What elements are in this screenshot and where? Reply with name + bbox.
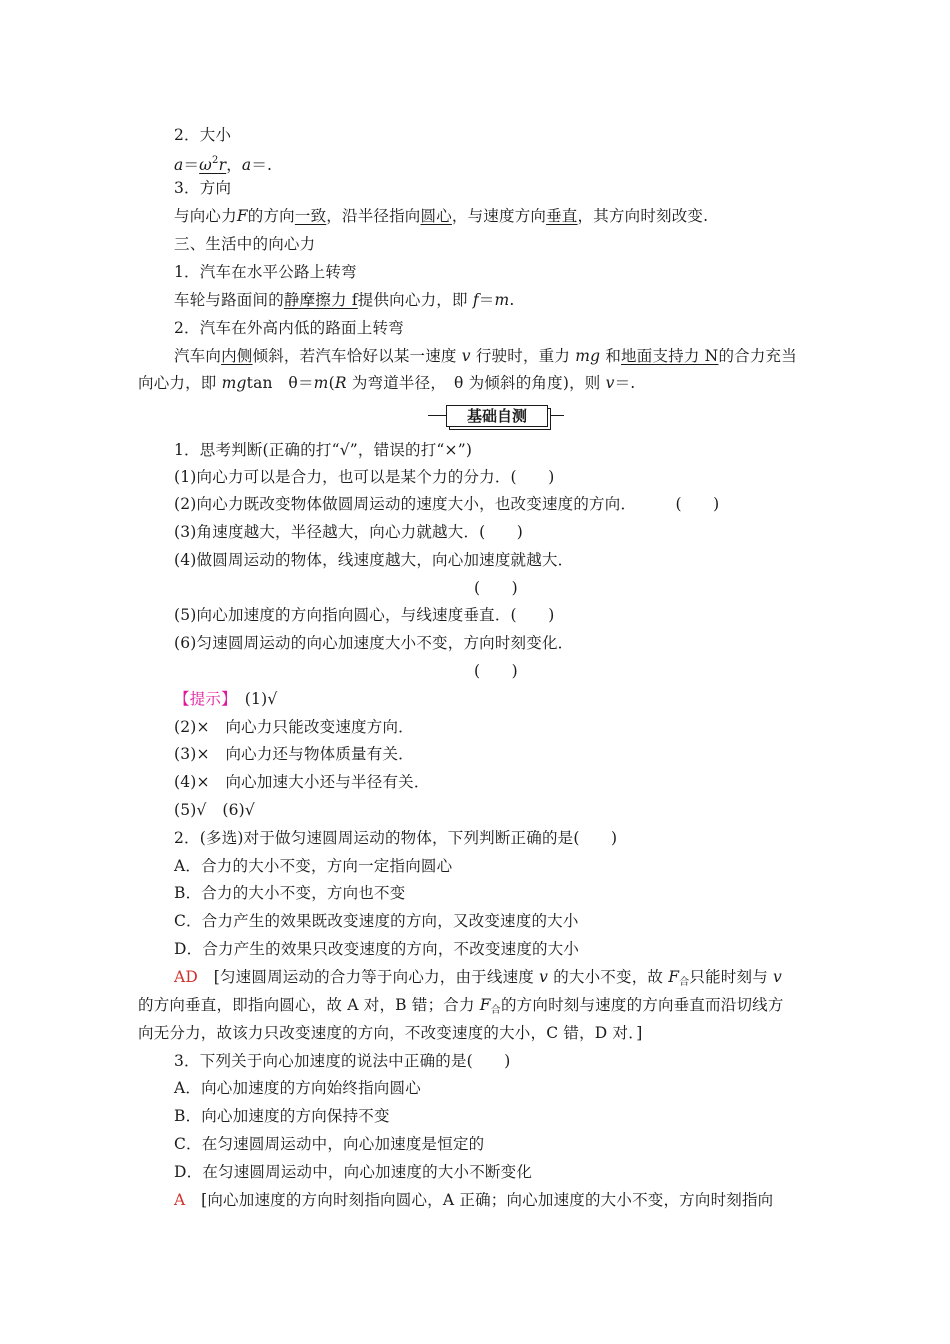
hint-line-5: (5)√ (6)√ — [174, 801, 255, 819]
hint-line-2: (2)× 向心力只能改变速度方向． — [174, 718, 414, 736]
banner-rule-left — [428, 415, 446, 416]
banner-title: 基础自测 — [446, 405, 548, 427]
question-1-item-4-bracket: ( ) — [474, 579, 518, 597]
question-2-option-b: B．合力的大小不变，方向也不变 — [174, 884, 406, 902]
question-1-item-5: (5)向心加速度的方向指向圆心，与线速度垂直．( ) — [174, 606, 555, 624]
subheading-flat-road: 1．汽车在水平公路上转弯 — [174, 263, 357, 281]
question-3-option-d: D．在匀速圆周运动中，向心加速度的大小不断变化 — [174, 1163, 533, 1181]
section-title-life: 三、生活中的向心力 — [174, 235, 316, 253]
heading-direction: 3．方向 — [174, 179, 232, 197]
answer-2-line-2: 的方向垂直，即指向圆心，故 A 对，B 错；合力 $F_合$的方向时刻与速度的方向垂直而沿切线方 — [138, 996, 784, 1016]
question-3-option-b: B．向心加速度的方向保持不变 — [174, 1107, 390, 1125]
question-1-item-1: (1)向心力可以是合力，也可以是某个力的分力．( ) — [174, 468, 555, 486]
banked-road-text-line2: 向心力，即 mgtan θ＝m(R 为弯道半径， θ 为倾斜的角度)，则 v＝. — [138, 374, 636, 392]
answer-2-line-3: 向无分力，故该力只改变速度的方向，不改变速度的大小，C 错，D 对．] — [138, 1024, 643, 1042]
question-2-option-a: A．合力的大小不变，方向一定指向圆心 — [174, 857, 453, 875]
question-3-option-c: C．在匀速圆周运动中，向心加速度是恒定的 — [174, 1135, 485, 1153]
answer-2-line-1: AD [匀速圆周运动的合力等于向心力，由于线速度 v 的大小不变，故 $F_合$只能时刻与 v — [174, 968, 783, 988]
question-1-item-2: (2)向心力既改变物体做圆周运动的速度大小，也改变速度的方向． ( ) — [174, 495, 720, 513]
hint-label: 【提示】 — [174, 690, 230, 708]
question-1-item-3: (3)角速度越大，半径越大，向心力就越大．( ) — [174, 523, 524, 541]
question-2-option-d: D．合力产生的效果只改变速度的方向，不改变速度的大小 — [174, 940, 580, 958]
banked-road-text-line1: 汽车向内侧倾斜，若汽车恰好以某一速度 v 行驶时，重力 mg 和地面支持力 N的合力充当 — [174, 347, 797, 365]
question-2-option-c: C．合力产生的效果既改变速度的方向，又改变速度的大小 — [174, 912, 579, 930]
direction-text: 与向心力F的方向一致，沿半径指向圆心，与速度方向垂直，其方向时刻改变. — [174, 207, 709, 225]
question-3-option-a: A．向心加速度的方向始终指向圆心 — [174, 1079, 421, 1097]
hint-line-3: (3)× 向心力还与物体质量有关． — [174, 745, 414, 763]
question-1-item-6-bracket: ( ) — [474, 662, 518, 680]
question-1: 1．思考判断(正确的打“√”，错误的打“×”) — [174, 441, 473, 459]
question-3: 3．下列关于向心加速度的说法中正确的是( ) — [174, 1052, 511, 1070]
heading-magnitude: 2．大小 — [174, 126, 232, 144]
question-1-item-6: (6)匀速圆周运动的向心加速度大小不变，方向时刻变化． — [174, 634, 574, 652]
formula-acceleration: $a=\omega^2r$，a＝. — [174, 155, 273, 174]
flat-road-text: 车轮与路面间的静摩擦力 f提供向心力，即 f＝m. — [174, 291, 515, 309]
answer-3-line-1: A [向心加速度的方向时刻指向圆心，A 正确；向心加速度的大小不变，方向时刻指向 — [174, 1191, 774, 1209]
answer-3-label: A — [174, 1191, 186, 1209]
question-2: 2．(多选)对于做匀速圆周运动的物体，下列判断正确的是( ) — [174, 829, 618, 847]
section-banner — [428, 405, 564, 427]
hint-line-1: 【提示】 (1)√ — [174, 690, 278, 708]
answer-2-label: AD — [174, 968, 199, 986]
hint-line-4: (4)× 向心加速大小还与半径有关． — [174, 773, 430, 791]
subheading-banked-road: 2．汽车在外高内低的路面上转弯 — [174, 319, 404, 337]
question-1-item-4: (4)做圆周运动的物体，线速度越大，向心加速度就越大． — [174, 551, 574, 569]
